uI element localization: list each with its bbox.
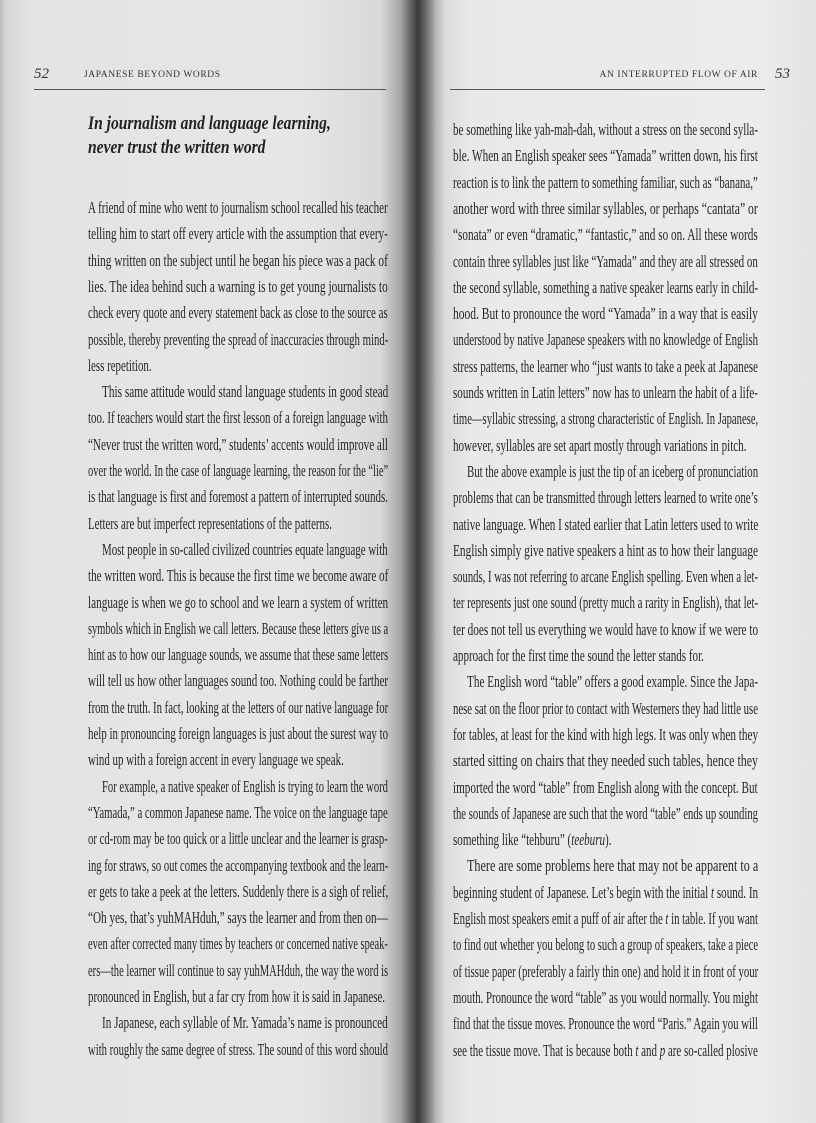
- text-line: [88, 327, 388, 353]
- text-line: [88, 984, 385, 1010]
- text-segment: stress patterns, the learner who “just wants to take a peek at Japanese: [453, 356, 758, 376]
- text-line: [88, 484, 388, 510]
- text-line: [453, 564, 758, 590]
- text-line: [88, 721, 388, 747]
- text-line: [453, 880, 758, 906]
- text-segment: native language. When I stated earlier that Latin letters used to write: [453, 514, 759, 534]
- text-line: [88, 616, 388, 642]
- text-segment: check every quote and every statement back as close to the source as: [88, 303, 388, 323]
- text-segment: sounds, I was not referring to arcane English spelling. Even when a let-: [453, 567, 759, 587]
- text-segment: In Japanese, each syllable of Mr. Yamada’s name is pronounced: [102, 1013, 388, 1033]
- text-line: [102, 774, 388, 800]
- text-line: [453, 433, 746, 459]
- text-line: [453, 512, 758, 538]
- text-segment: help in pronouncing foreign languages is just about the surest way to: [88, 724, 389, 743]
- text-line: [453, 590, 758, 616]
- text-segment: nese sat on the floor prior to contact with Westerners they had little use: [453, 698, 758, 718]
- text-line: [453, 696, 758, 722]
- text-segment: ble. When an English speaker sees “Yamada” written down, his first: [453, 146, 758, 166]
- text-line: [453, 617, 758, 643]
- text-line: [88, 1037, 388, 1063]
- text-segment: understood by native Japanese speakers with no knowledge of English: [453, 330, 759, 350]
- text-segment: for tables, at least for the kind with high legs. It was only when they: [453, 724, 759, 744]
- text-segment: thing written on the subject until he began his piece was a pack of: [88, 250, 388, 270]
- text-line: [453, 301, 758, 327]
- italic-text: teeburu: [571, 830, 606, 850]
- text-segment: wind up with a foreign accent in every language we speak.: [88, 750, 344, 770]
- text-segment: imported the word “table” from English along with the concept. But: [453, 777, 758, 797]
- italic-text: t: [711, 882, 715, 902]
- text-segment: “Never trust the written word,” students’ accents would improve all: [88, 434, 388, 454]
- text-line: [88, 300, 388, 326]
- text-segment: the written word. This is because the first time we become aware of: [88, 566, 389, 586]
- text-line: [453, 932, 758, 958]
- text-segment: ing for straws, so out comes the accompanying textbook and the learn-: [88, 855, 389, 875]
- text-line: [88, 221, 388, 247]
- text-line: [88, 695, 388, 721]
- text-segment: contain three syllables just like “Yamada” and they are all stressed on: [453, 251, 758, 271]
- text-segment: The English word “table” offers a good example. Since the Japa-: [467, 672, 759, 692]
- text-segment: see the tissue move. That is because both: [453, 1040, 636, 1060]
- text-line: [453, 406, 758, 432]
- text-segment: is that language is first and foremost a pattern of interrupted sounds.: [88, 487, 388, 507]
- text-segment: “Yamada,” a common Japanese name. The voice on the language tape: [88, 802, 388, 822]
- left-page: [0, 0, 405, 1123]
- text-line: [453, 722, 758, 748]
- running-head: JAPANESE BEYOND WORDS: [84, 70, 221, 80]
- text-segment: the sounds of Japanese are such that the word “table” ends up sounding: [453, 803, 759, 823]
- text-segment: er gets to take a peek at the letters. Suddenly there is a sigh of relief,: [88, 881, 389, 901]
- text-segment: reaction is to link the pattern to something familiar, such as “banana,”: [453, 172, 758, 192]
- text-segment: something like “tehburu” (: [453, 830, 572, 850]
- text-line: [453, 485, 758, 511]
- text-segment: possible, thereby preventing the spread of inaccuracies through mind-: [88, 329, 389, 349]
- page-number: 52: [34, 66, 49, 82]
- text-segment: English simply give native speakers a hint as to how their language: [453, 540, 759, 560]
- text-segment: another word with three similar syllables, or perhaps “cantata” or: [453, 198, 758, 218]
- text-line: [453, 906, 758, 932]
- running-head: AN INTERRUPTED FLOW OF AIR: [599, 70, 758, 80]
- text-line: [88, 747, 344, 773]
- text-segment: with roughly the same degree of stress. The sound of this word should: [88, 1039, 388, 1059]
- text-line: [102, 379, 388, 405]
- right-page: [420, 0, 816, 1123]
- text-segment: time—syllabic stressing, a strong characteristic of English. In Japanese,: [453, 409, 759, 429]
- text-segment: symbols which in English we call letters. Because these letters give us a: [88, 618, 389, 638]
- italic-text: t: [635, 1040, 639, 1060]
- text-segment: There are some problems here that may not be apparent to a: [467, 856, 759, 876]
- text-line: [453, 354, 758, 380]
- text-segment: find that the tissue moves. Pronounce the word “Paris.” Again you will: [453, 1014, 758, 1034]
- text-line: [467, 459, 758, 485]
- text-segment: in table. If you want: [668, 909, 758, 928]
- text-segment: will tell us how other languages sound too. Nothing could be farther: [88, 671, 388, 691]
- text-line: [88, 458, 388, 484]
- text-line: [453, 959, 758, 985]
- text-line: [88, 511, 332, 537]
- text-segment: over the world. In the case of language learning, the reason for the “lie”: [88, 461, 389, 480]
- text-line: [453, 380, 758, 406]
- text-segment: For example, a native speaker of English is trying to learn the word: [102, 776, 388, 796]
- text-line: [88, 642, 388, 668]
- text-line: [88, 905, 388, 931]
- text-segment: and: [638, 1040, 660, 1060]
- text-line: [88, 590, 388, 616]
- section-heading-line: In journalism and language learning,: [88, 113, 331, 134]
- text-segment: approach for the first time the sound the letter stands for.: [453, 646, 704, 665]
- text-line: [88, 195, 388, 221]
- text-line: [88, 853, 388, 879]
- text-line: [453, 196, 758, 222]
- text-segment: “sonata” or even “dramatic,” “fantastic,” and so on. All these words: [453, 225, 758, 245]
- text-segment: pronounced in English, but a far cry from how it is said in Japanese.: [88, 987, 386, 1006]
- text-line: [88, 826, 388, 852]
- text-line: [453, 748, 758, 774]
- text-line: [102, 537, 388, 563]
- text-line: [453, 1011, 758, 1037]
- text-segment: the second syllable, something a native speaker learns early in child-: [453, 277, 759, 297]
- text-segment: telling him to start off every article with the assumption that every-: [88, 224, 388, 244]
- text-segment: even after corrected many times by teachers or concerned native speak-: [88, 934, 388, 954]
- text-line: [467, 669, 758, 695]
- italic-text: p: [659, 1040, 666, 1060]
- text-segment: hood. But to pronounce the word “Yamada” in a way that is easily: [453, 304, 758, 324]
- text-segment: sound. In: [714, 882, 759, 902]
- text-line: [453, 801, 758, 827]
- text-segment: sounds written in Latin letters” now has to unlearn the habit of a life-: [453, 383, 758, 402]
- text-segment: “Oh yes, that’s yuhMAHduh,” says the learner and from then on—: [88, 908, 388, 928]
- text-segment: Letters are but imperfect representations of the patterns.: [88, 513, 332, 533]
- text-segment: language is when we go to school and we learn a system of written: [88, 592, 389, 612]
- text-segment: problems that can be transmitted through letters learned to write one’s: [453, 488, 758, 508]
- text-line: [453, 275, 758, 301]
- italic-text: t: [665, 909, 669, 928]
- text-segment: too. If teachers would start the first lesson of a foreign language with: [88, 408, 388, 428]
- section-heading-line: never trust the written word: [88, 137, 266, 158]
- text-line: [88, 432, 388, 458]
- text-line: [453, 643, 704, 669]
- text-segment: Most people in so-called civilized countries equate language with: [102, 539, 388, 559]
- text-line: [88, 248, 388, 274]
- text-segment: beginning student of Japanese. Let’s begin with the initial: [453, 882, 712, 902]
- text-segment: started sitting on chairs that they needed such tables, hence they: [453, 751, 758, 771]
- text-segment: to find out whether you belong to such a group of speakers, take a piece: [453, 935, 759, 955]
- text-line: [88, 274, 388, 300]
- text-segment: or cd-rom may be too quick or a little unclear and the learner is grasp-: [88, 829, 388, 849]
- text-segment: be something like yah-mah-dah, without a stress on the second sylla-: [453, 120, 759, 139]
- text-segment: are so-called plosive: [665, 1040, 758, 1060]
- text-line: [453, 327, 758, 353]
- text-segment: mouth. Pronounce the word “table” as you would normally. You might: [453, 987, 758, 1007]
- text-segment: This same attitude would stand language students in good stead: [102, 382, 389, 402]
- text-line: [88, 931, 388, 957]
- text-line: [453, 985, 758, 1011]
- section-heading: [88, 112, 384, 160]
- text-segment: of tissue paper (preferably a fairly thin one) and hold it in front of your: [453, 961, 759, 981]
- text-line: [453, 827, 611, 853]
- text-line: [467, 853, 758, 879]
- header-rule: [450, 89, 765, 90]
- text-line: [88, 405, 388, 431]
- text-segment: ter does not tell us everything we would have to know if we were to: [453, 619, 759, 639]
- header-rule: [34, 89, 386, 90]
- text-segment: ).: [605, 830, 612, 850]
- text-line: [88, 563, 388, 589]
- text-line: [453, 775, 758, 801]
- text-segment: But the above example is just the tip of an iceberg of pronunciation: [467, 461, 759, 481]
- text-line: [453, 222, 758, 248]
- text-line: [88, 668, 388, 694]
- text-segment: less repetition.: [88, 355, 152, 375]
- text-segment: ers—the learner will continue to say yuhMAHduh, the way the word is: [88, 960, 389, 980]
- text-line: [453, 117, 758, 143]
- text-line: [453, 143, 758, 169]
- text-line: [453, 538, 758, 564]
- text-line: [453, 170, 758, 196]
- text-segment: lies. The idea behind such a warning is to get young journalists to: [88, 276, 388, 296]
- page-number: 53: [775, 66, 790, 82]
- text-line: [88, 800, 388, 826]
- text-line: [88, 958, 388, 984]
- text-line: [102, 1010, 388, 1036]
- text-segment: ter represents just one sound (pretty much a rarity in English), that let-: [453, 593, 759, 613]
- text-segment: A friend of mine who went to journalism school recalled his teacher: [88, 198, 388, 217]
- text-segment: English most speakers emit a puff of air after the: [453, 909, 666, 928]
- text-segment: from the truth. In fact, looking at the letters of our native language for: [88, 697, 389, 717]
- text-line: [453, 1038, 758, 1064]
- text-line: [88, 353, 152, 379]
- text-segment: however, syllables are set apart mostly through variations in pitch.: [453, 435, 747, 455]
- text-line: [88, 879, 388, 905]
- text-segment: hint as to how our language sounds, we assume that these same letters: [88, 645, 389, 665]
- text-line: [453, 249, 758, 275]
